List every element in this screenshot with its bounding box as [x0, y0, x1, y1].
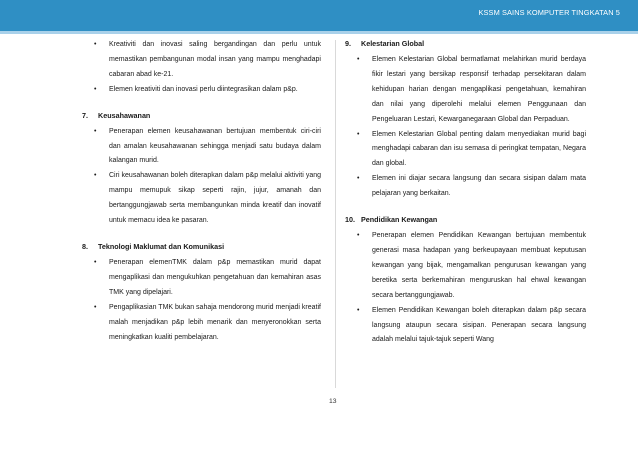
- list-item: [82, 256, 321, 301]
- bullet-icon: •: [94, 172, 97, 180]
- bullet-icon: •: [357, 232, 360, 240]
- item-text: Elemen Pendidikan Kewangan boleh diterapkan dalam p&p secara langsung ataupun secara sisipan. Penerapan secara langsung adalah melalui tajuk-tajuk seperti Wang: [372, 306, 586, 344]
- item-text: Elemen kreativiti dan inovasi perlu diintegrasikan dalam p&p.: [109, 85, 298, 93]
- list-item: [82, 83, 321, 98]
- item-text: Elemen Kelestarian Global bermatlamat melahirkan murid berdaya fikir lestari yang bersikap responsif terhadap persekitaran dalam kehidupan harian dengan mengaplikasi pengetahuan, kemahiran dan nilai yang diperolehi melalui elemen Penggunaan dan Pengeluaran Lestari, Kewarganegaraan Global dan Perpaduan.: [372, 56, 586, 123]
- list-item: [345, 128, 586, 173]
- item-text: Penerapan elemenTMK dalam p&p memastikan murid dapat mengaplikasi dan mengukuhkan pengetahuan dan kemahiran asas TMK yang dipelajari.: [109, 258, 321, 296]
- list-item: [345, 53, 586, 128]
- item-text: Pengaplikasian TMK bukan sahaja mendorong murid menjadi kreatif malah menjadikan p&p lebih menarik dan menyeronokkan serta meningkatkan kualiti pembelajaran.: [109, 303, 321, 341]
- section-title: Kelestarian Global: [361, 39, 425, 48]
- bullet-icon: •: [357, 175, 360, 183]
- bullet-icon: •: [94, 303, 97, 311]
- bullet-icon: •: [94, 41, 97, 48]
- item-text: Penerapan elemen Pendidikan Kewangan bertujuan membentuk generasi masa hadapan yang berkeupayaan membuat keputusan kewangan yang bijak, mengamalkan pengurusan kewangan yang beretika serta berkemahiran menguruskan hal ehwal kewangan secara bertanggungjawab.: [372, 232, 586, 299]
- page-number: 13: [329, 398, 337, 405]
- section-number: 9.: [345, 39, 351, 48]
- section-heading: [82, 241, 321, 252]
- list-item: [82, 169, 321, 229]
- section-heading: [345, 38, 586, 49]
- bullet-icon: •: [357, 56, 360, 63]
- list-item: [82, 125, 321, 170]
- section-number: 10.: [345, 215, 355, 225]
- bullet-icon: •: [94, 85, 97, 93]
- section-heading: [345, 214, 586, 225]
- section-heading: [82, 110, 321, 121]
- bullet-icon: •: [94, 258, 97, 266]
- bullet-icon: •: [357, 306, 360, 314]
- item-text: Ciri keusahawanan boleh diterapkan dalam p&p melalui aktiviti yang mampu memupuk sikap seperti rajin, jujur, amanah dan bertanggungjawab serta membangunkan minda kreatif dan inovatif untuk memacu idea ke pasaran.: [109, 172, 321, 225]
- header-bar: [0, 0, 638, 34]
- item-text: Elemen ini diajar secara langsung dan secara sisipan dalam mata pelajaran yang berkaitan.: [372, 175, 586, 198]
- bullet-icon: •: [357, 130, 360, 138]
- right-column: [345, 38, 586, 348]
- section-title: Teknologi Maklumat dan Komunikasi: [98, 241, 225, 251]
- left-column: [82, 38, 321, 345]
- list-item: [345, 172, 586, 202]
- column-divider: [335, 40, 336, 388]
- header-title: KSSM SAINS KOMPUTER TINGKATAN 5: [478, 8, 620, 17]
- bullet-icon: •: [94, 127, 97, 135]
- section-number: 8.: [82, 241, 88, 251]
- list-item: [82, 38, 321, 83]
- list-item: [82, 301, 321, 346]
- section-title: Keusahawanan: [98, 110, 151, 120]
- item-text: Kreativiti dan inovasi saling bergandingan dan perlu untuk memastikan pembangunan modal insan yang mampu menghadapi cabaran abad ke-21.: [109, 41, 321, 78]
- item-text: Penerapan elemen keusahawanan bertujuan membentuk ciri-ciri dan amalan keusahawanan sehingga menjadi satu budaya dalam kalangan murid.: [109, 127, 321, 165]
- list-item: [345, 304, 586, 349]
- section-title: Pendidikan Kewangan: [361, 215, 438, 225]
- list-item: [345, 229, 586, 304]
- section-number: 7.: [82, 110, 88, 120]
- item-text: Elemen Kelestarian Global penting dalam menyediakan murid bagi menghadapi cabaran dan isu semasa di peringkat tempatan, Negara dan global.: [372, 130, 586, 168]
